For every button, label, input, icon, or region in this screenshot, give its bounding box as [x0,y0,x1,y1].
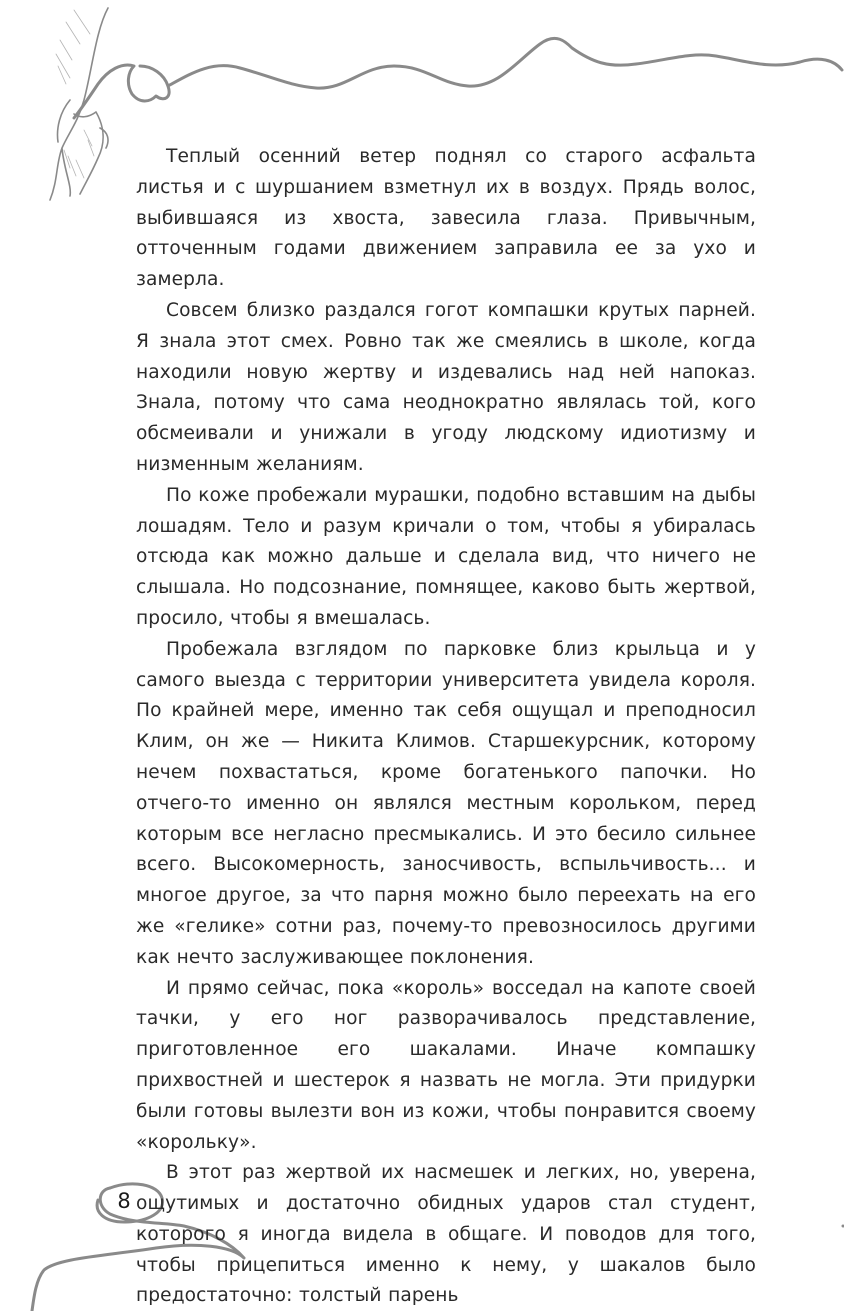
paragraph: Совсем близко раздался гогот компашки крутых парней. Я знала этот смех. Ровно так же смеялись в школе, когда находили новую жертву и издевались над ней напоказ. Знала, потому что сама неоднократно являлась той, кого обсмеивали и унижали в угоду людскому идиотизму и низменным желаниям. [136,296,756,481]
paragraph: И прямо сейчас, пока «король» восседал на капоте своей тачки, у его ног разворачивалось представление, приготовленное его шакалами. Иначе компашку прихвостней и шестерок я назвать не могла. Эти придурки были готовы вылезти вон из кожи, чтобы понравится своему «корольку». [136,974,756,1159]
paragraph: По коже пробежали мурашки, подобно вставшим на дыбы лошадям. Тело и разум кричали о том, чтобы я убиралась отсюда как можно дальше и сделала вид, что ничего не слышала. Но подсознание, помнящее, каково быть жертвой, просило, чтобы я вмешалась. [136,481,756,635]
top-wavy-line [168,38,842,88]
paragraph: В этот раз жертвой их насмешек и легких, но, уверена, ощутимых и достаточно обидных ударов стал студент, которого я иногда видела в общаге. И поводов для того, чтобы прицепиться именно к нему, у шакалов было предостаточно: толстый парень [136,1158,756,1312]
page-number: 8 [104,1186,144,1216]
paragraph: Пробежала взглядом по парковке близ крыльца и у самого выезда с территории университета увидела короля. По крайней мере, именно так себя ощущал и преподносил Клим, он же — Никита Климов. Старшекурсник, которому нечем похвастаться, кроме богатенького папочки. Но отчего-то именно он являлся местным корольком, перед которым все негласно пресмыкались. И это бесило сильнее всего. Высокомерность, заносчивость, вспыльчивость... и многое другое, за что парня можно было переехать на его же «гелике» сотни раз, почему-то превозносилось другими как нечто заслуживающее поклонения. [136,635,756,974]
stem-with-heart [74,65,169,118]
hand-illustration [50,8,108,200]
body-text [136,142,756,1312]
hand-shading [56,10,94,178]
paragraph: Теплый осенний ветер поднял со старого асфальта листья и с шуршанием взметнул их в воздух. Прядь волос, выбившаяся из хвоста, завесила глаза. Привычным, отточенным годами движением заправила ее за ухо и замерла. [136,142,756,296]
